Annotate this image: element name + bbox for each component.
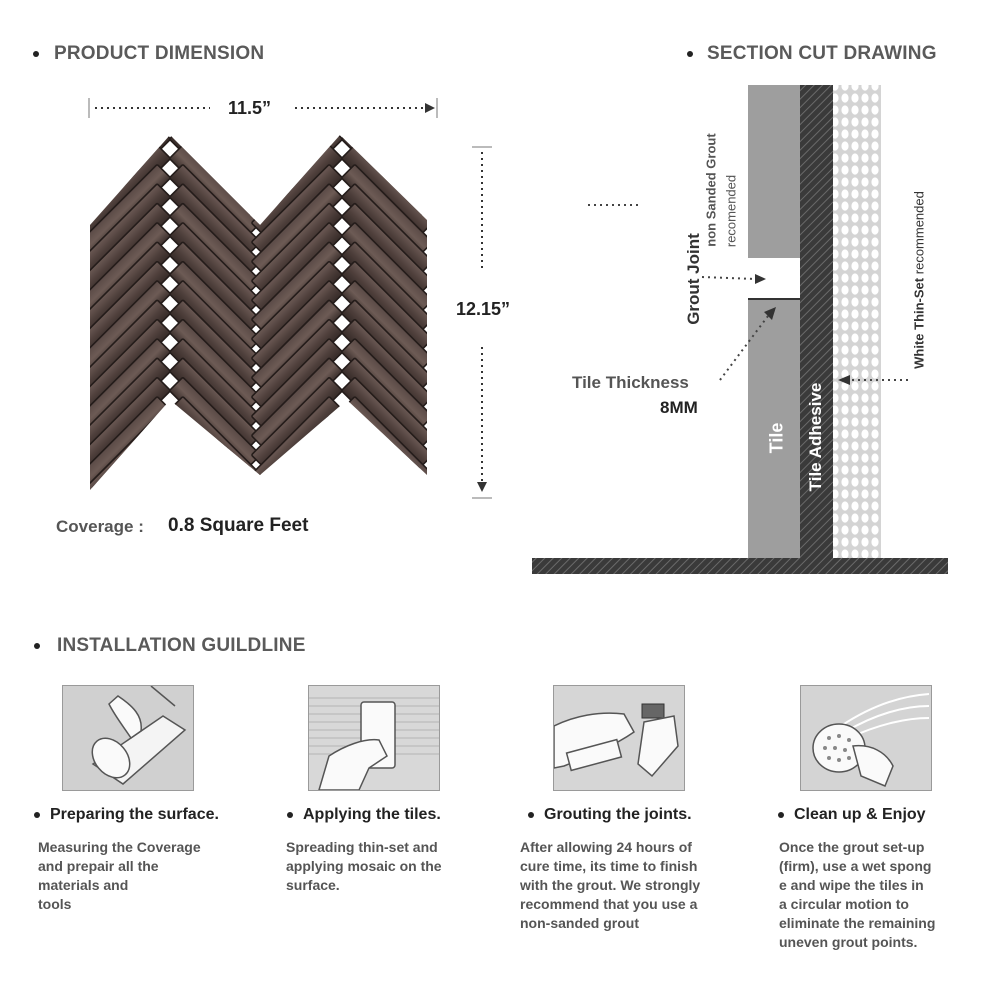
surface-prep-icon [62, 685, 194, 791]
bullet-icon [287, 812, 293, 818]
tile-thickness-label: Tile Thickness [572, 373, 689, 392]
section-cut-diagram [530, 80, 970, 580]
bullet-icon [34, 812, 40, 818]
floor-slab [532, 558, 948, 574]
coverage-value: 0.8 Square Feet [168, 515, 309, 536]
adhesive-label: Tile Adhesive [806, 382, 825, 492]
bullet-icon [687, 51, 693, 57]
tile-strip [251, 493, 342, 500]
width-label: 11.5” [228, 98, 272, 118]
tile-strip [341, 474, 432, 500]
tile-strip [251, 474, 342, 500]
tile-strip [169, 474, 260, 500]
trowel-icon [308, 685, 440, 791]
step-2-text: Spreading thin-set and applying mosaic on the surface. [286, 839, 442, 893]
coverage-label: Coverage : [56, 517, 144, 536]
sponge-icon [800, 685, 932, 791]
height-arrow [470, 142, 494, 504]
height-label: 12.15” [456, 299, 511, 319]
grout-joint-label: Grout Joint [684, 233, 703, 325]
product-dimension-heading: PRODUCT DIMENSION [54, 43, 265, 64]
step-3-title: Grouting the joints. [544, 806, 692, 823]
grout-note-line1: non Sanded Grout [703, 133, 719, 247]
thinset-note [912, 191, 927, 369]
bullet-icon [34, 643, 40, 649]
bullet-icon [33, 51, 39, 57]
tile-strip [85, 493, 171, 500]
tile-label: Tile [766, 422, 787, 454]
thinset-note-regular: recommended [911, 191, 927, 275]
grout-note-line2: recomended [723, 174, 739, 248]
upper-tile [748, 85, 800, 258]
step-2-title: Applying the tiles. [303, 806, 441, 823]
bullet-icon [528, 812, 534, 818]
tile-strip [169, 493, 260, 500]
section-cut-heading: SECTION CUT DRAWING [707, 43, 937, 64]
step-1-text: Measuring the Coverage and prepair all the materials and tools [38, 839, 201, 912]
herringbone-tile-image [85, 130, 435, 500]
tile-thickness-value: 8MM [660, 398, 698, 417]
grout-float-icon [553, 685, 685, 791]
installation-heading: INSTALLATION GUILDLINE [57, 635, 306, 656]
tile-strip [341, 493, 432, 500]
step-3-text: After allowing 24 hours of cure time, its time to finish with the grout. We strongly recommend that you use a non-sanded grout [520, 839, 701, 931]
step-1-title: Preparing the surface. [50, 806, 219, 823]
step-4-text: Once the grout set-up (firm), use a wet spong e and wipe the tiles in a circular motion to eliminate the remaining uneven grout points. [779, 839, 936, 950]
thinset-note-bold: White Thin-Set [911, 277, 927, 369]
bullet-icon [778, 812, 784, 818]
step-4-title: Clean up & Enjoy [794, 806, 926, 823]
wall-substrate [833, 85, 881, 558]
